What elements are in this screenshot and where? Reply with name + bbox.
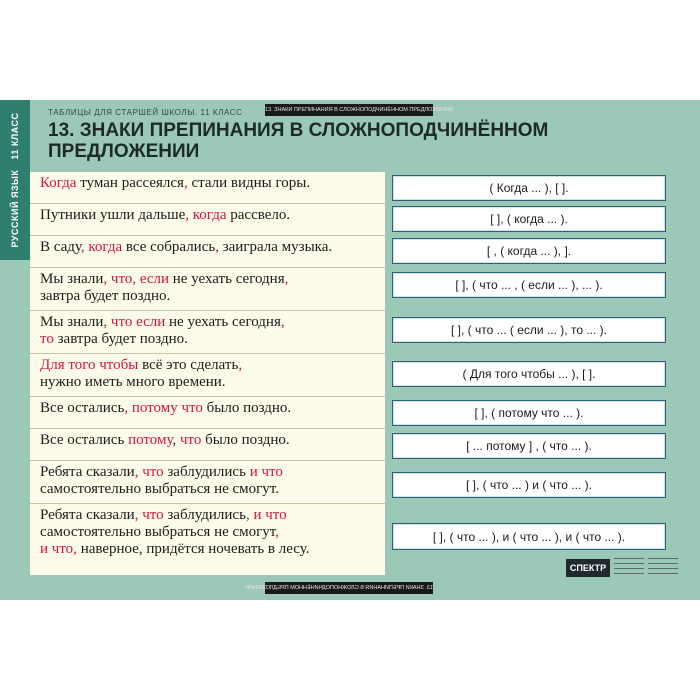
sentence-text: Ребята сказали [40, 464, 135, 480]
sentence-line [40, 507, 385, 524]
example-sentence [40, 432, 385, 449]
page-title-line-2: ПРЕДЛОЖЕНИИ [48, 141, 200, 162]
punctuation-scheme-box: ( Для того чтобы ... ), [ ]. [392, 361, 666, 387]
sentence-line [40, 541, 385, 558]
row-divider [30, 396, 385, 397]
sentence-text: нужно иметь много времени. [40, 374, 226, 390]
sentence-text: не уехать сегодня [165, 314, 281, 330]
sentence-text: завтра будет поздно. [40, 288, 171, 304]
sentence-line [40, 331, 385, 348]
punctuation-scheme-box: [ ], ( что ... ) и ( что ... ). [392, 472, 666, 498]
highlighted-conjunction: , [238, 357, 243, 373]
highlighted-conjunction: , [183, 175, 188, 191]
highlighted-conjunction: , когда [80, 239, 123, 255]
sentence-text: Мы знали [40, 314, 104, 330]
row-divider [30, 310, 385, 311]
row-divider [30, 428, 385, 429]
highlighted-conjunction: , что [134, 464, 164, 480]
row-divider [30, 203, 385, 204]
highlighted-conjunction: и что, [40, 541, 77, 557]
sentence-line [40, 271, 385, 288]
punctuation-scheme-box: ( Когда ... ), [ ]. [392, 175, 666, 201]
sentence-text: всё это сделать [138, 357, 239, 373]
example-sentence [40, 464, 385, 498]
highlighted-conjunction: Для того чтобы [40, 357, 139, 373]
row-divider [30, 460, 385, 461]
highlighted-conjunction: , потому что [124, 400, 203, 416]
highlighted-conjunction: , и что [245, 507, 287, 523]
imprint-text-block-1 [614, 558, 644, 576]
sentence-text: заиграла музыка. [218, 239, 333, 255]
sentence-text: все собрались [122, 239, 216, 255]
highlighted-conjunction: , что если [103, 314, 166, 330]
publisher-logo: СПЕКТР [566, 559, 610, 577]
sentence-text: Мы знали [40, 271, 104, 287]
highlighted-conjunction: что [179, 432, 202, 448]
sentence-text: стали видны горы. [187, 175, 311, 191]
sentence-text: Все остались [40, 400, 125, 416]
sentence-text: самостоятельно выбраться не смогут [40, 524, 276, 540]
bottom-title-strip-mirrored: 13. ЗНАКИ ПРЕПИНАНИЯ В СЛОЖНОПОДЧИНЁННОМ ПРЕДЛОЖЕНИИ [265, 582, 433, 594]
poster [0, 100, 700, 600]
row-divider [30, 267, 385, 268]
sentence-line [40, 524, 385, 541]
sentence-text: туман рассеялся [76, 175, 184, 191]
sentence-line [40, 374, 385, 391]
row-divider [30, 503, 385, 504]
punctuation-scheme-box: [ ], ( что ... ), и ( что ... ), и ( что ... ). [392, 523, 666, 550]
top-title-strip: 13. ЗНАКИ ПРЕПИНАНИЯ В СЛОЖНОПОДЧИНЁННОМ ПРЕДЛОЖЕНИИ [265, 104, 433, 116]
punctuation-scheme-box: [ , ( когда ... ), ]. [392, 238, 666, 264]
side-tab-subject: РУССКИЙ ЯЗЫК [10, 169, 20, 248]
highlighted-conjunction: потому [128, 432, 173, 448]
imprint-text-block-2 [648, 558, 678, 576]
series-caption: ТАБЛИЦЫ ДЛЯ СТАРШЕЙ ШКОЛЫ. 11 КЛАСС [48, 108, 243, 117]
sentence-line [40, 207, 385, 224]
example-sentence [40, 314, 385, 348]
highlighted-conjunction: , [280, 314, 285, 330]
highlighted-conjunction: , что, если [103, 271, 170, 287]
sentence-line [40, 432, 385, 449]
highlighted-conjunction: то [40, 331, 54, 347]
sentence-text: было поздно. [201, 432, 290, 448]
punctuation-scheme-box: [ ], ( когда ... ). [392, 206, 666, 232]
sentence-text: было поздно. [202, 400, 292, 416]
sentence-line [40, 357, 385, 374]
highlighted-conjunction: Когда [40, 175, 77, 191]
sentence-text: самостоятельно выбраться не смогут. [40, 481, 279, 497]
highlighted-conjunction: , [275, 524, 279, 540]
example-sentence [40, 400, 385, 417]
sentence-line [40, 288, 385, 305]
sentence-text: Все остались [40, 432, 129, 448]
sentence-text: наверное, придётся ночевать в лесу. [76, 541, 310, 557]
side-tab-grade: 11 КЛАСС [10, 112, 20, 160]
sentence-text: не уехать сегодня [169, 271, 285, 287]
sentence-text: В саду [40, 239, 81, 255]
example-sentence [40, 175, 385, 192]
sentence-line [40, 400, 385, 417]
highlighted-conjunction: , когда [185, 207, 227, 223]
sentence-text: заблудились [163, 507, 246, 523]
sentence-line [40, 464, 385, 481]
sentence-text: заблудились [163, 464, 250, 480]
example-sentence [40, 507, 385, 558]
sentence-line [40, 239, 385, 256]
highlighted-conjunction: , что [134, 507, 164, 523]
sentence-text: Ребята сказали [40, 507, 135, 523]
sentence-text: , [172, 432, 180, 448]
row-divider [30, 353, 385, 354]
sentence-line [40, 314, 385, 331]
highlighted-conjunction: и что [249, 464, 283, 480]
sentence-line [40, 175, 385, 192]
punctuation-scheme-box: [ ], ( что ... , ( если ... ), ... ). [392, 272, 666, 298]
highlighted-conjunction: , [284, 271, 289, 287]
example-sentence [40, 357, 385, 391]
sentence-text: рассвело. [226, 207, 291, 223]
sentence-text: Путники ушли дальше [40, 207, 186, 223]
row-divider [30, 235, 385, 236]
sentence-line [40, 481, 385, 498]
example-sentence [40, 239, 385, 256]
punctuation-scheme-box: [ ], ( потому что ... ). [392, 400, 666, 426]
sentence-text: завтра будет поздно. [53, 331, 188, 347]
example-sentence [40, 271, 385, 305]
page-title-line-1: 13. ЗНАКИ ПРЕПИНАНИЯ В СЛОЖНОПОДЧИНЁННОМ [48, 120, 549, 141]
punctuation-scheme-box: [ ], ( что ... ( если ... ), то ... ). [392, 317, 666, 343]
punctuation-scheme-box: [ ... потому ] , ( что ... ). [392, 433, 666, 459]
highlighted-conjunction: , [215, 239, 219, 255]
example-sentence [40, 207, 385, 224]
rules-table [0, 100, 700, 600]
